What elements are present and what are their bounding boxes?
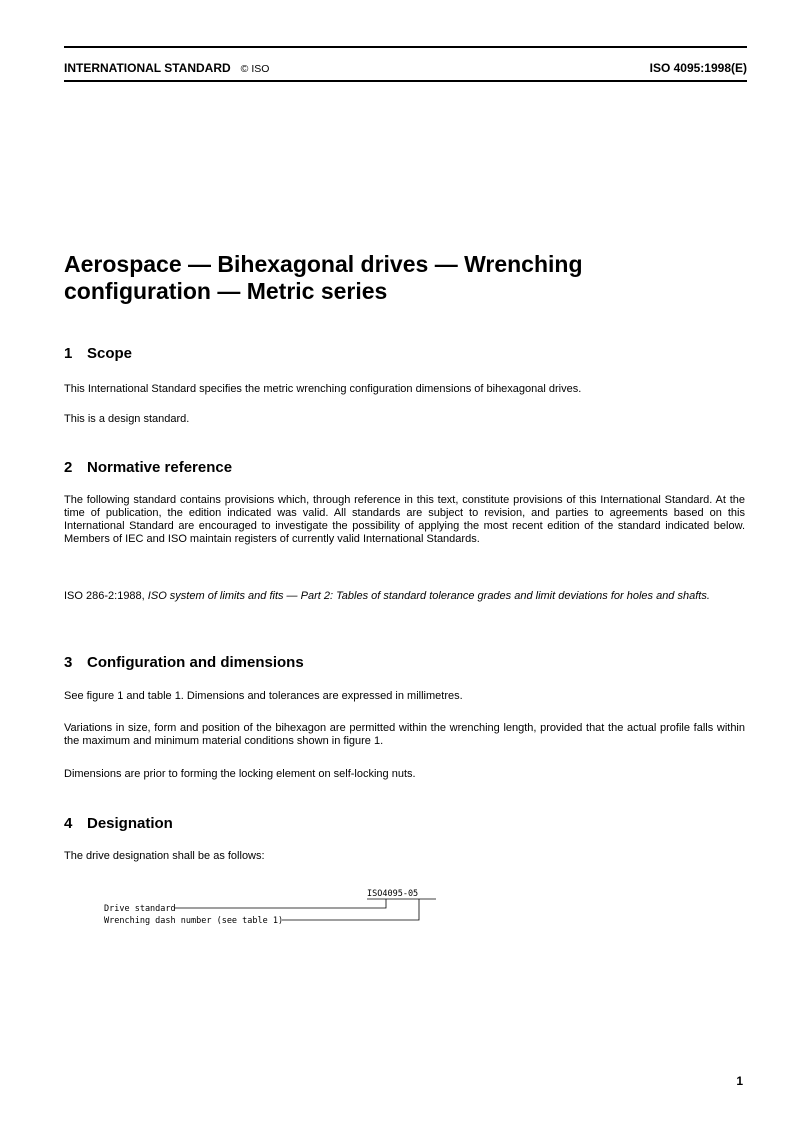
- reference-id: ISO 286-2:1988,: [64, 590, 145, 602]
- configuration-paragraph-1: See figure 1 and table 1. Dimensions and tolerances are expressed in millimetres.: [64, 690, 463, 702]
- header-standard-label: INTERNATIONAL STANDARD: [64, 61, 231, 75]
- dash-number-leader: [282, 899, 419, 920]
- title-line-1: Aerospace — Bihexagonal drives — Wrenching: [64, 251, 583, 277]
- designation-code: ISO4095-05: [367, 889, 419, 899]
- section-title: Designation: [87, 815, 173, 832]
- section-heading-designation: [64, 815, 173, 833]
- designation-paragraph: The drive designation shall be as follows:: [64, 850, 265, 862]
- drive-standard-label: Drive standard: [104, 904, 176, 914]
- section-number: 4: [64, 815, 73, 832]
- normative-reference-paragraph: The following standard contains provisions which, through reference in this text, constitute provisions of this International Standard. At the time of publication, the edition indicated was valid. All standards are subject to revision, and parties to agreements based on this International Standard are encouraged to investigate the possibility of applying the most recent edition of the standard indicated below. Members of IEC and ISO maintain registers of currently valid International Standards.: [64, 494, 745, 545]
- section-title: Configuration and dimensions: [87, 654, 304, 671]
- drive-standard-leader: [174, 899, 386, 908]
- header-left: [64, 61, 269, 76]
- configuration-paragraph-3: Dimensions are prior to forming the locking element on self-locking nuts.: [64, 768, 416, 780]
- scope-paragraph-1: This International Standard specifies the metric wrenching configuration dimensions of bihexagonal drives.: [64, 383, 582, 395]
- dash-number-label: Wrenching dash number (see table 1): [104, 916, 284, 926]
- normative-reference-citation: [64, 590, 745, 603]
- scope-paragraph-2: This is a design standard.: [64, 413, 190, 425]
- header-copyright: © ISO: [240, 63, 270, 75]
- section-title: Normative reference: [87, 459, 233, 476]
- header-top-rule: [64, 46, 747, 48]
- reference-title: ISO system of limits and fits — Part 2: Tables of standard tolerance grades and limit deviations for holes and shafts.: [147, 590, 710, 602]
- section-heading-configuration: [64, 654, 304, 672]
- document-title: [64, 251, 724, 305]
- section-heading-normative-reference: [64, 459, 232, 477]
- header-bottom-rule: [64, 80, 747, 82]
- designation-diagram: [96, 884, 456, 934]
- header-doc-id: ISO 4095:1998(E): [649, 61, 747, 75]
- configuration-paragraph-2: Variations in size, form and position of the bihexagon are permitted within the wrenching length, provided that the actual profile falls within the maximum and minimum material conditions shown in figure 1.: [64, 722, 745, 747]
- section-heading-scope: [64, 345, 132, 363]
- section-number: 2: [64, 459, 73, 476]
- title-line-2: configuration — Metric series: [64, 278, 388, 304]
- page-number: 1: [736, 1074, 743, 1088]
- section-number: 3: [64, 654, 73, 671]
- section-title: Scope: [87, 345, 133, 362]
- section-number: 1: [64, 345, 73, 362]
